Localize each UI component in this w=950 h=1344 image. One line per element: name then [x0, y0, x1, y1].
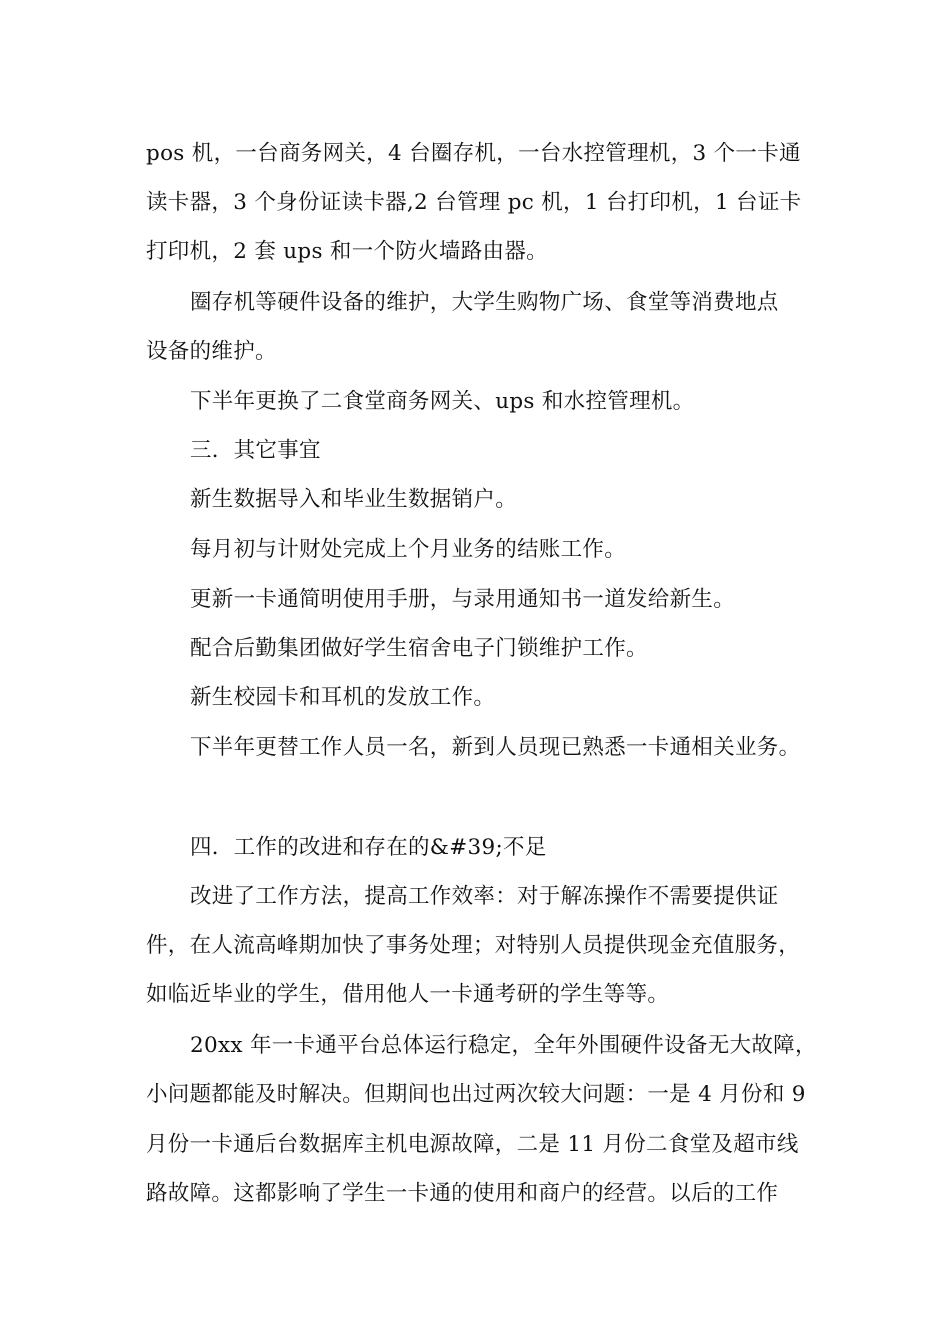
- text-line: 下半年更换了二食堂商务网关、ups 和水控管理机。: [190, 389, 695, 414]
- text-line: 小问题都能及时解决。但期间也出过两次较大问题：一是 4 月份和 9: [146, 1082, 806, 1107]
- text-line: 设备的维护。: [146, 339, 277, 364]
- text-line: 配合后勤集团做好学生宿舍电子门锁维护工作。: [190, 636, 648, 661]
- text-line: 读卡器，3 个身份证读卡器,2 台管理 pc 机，1 台打印机，1 台证卡: [146, 190, 802, 215]
- text-line: 每月初与计财处完成上个月业务的结账工作。: [190, 537, 627, 562]
- text-line: 改进了工作方法，提高工作效率：对于解冻操作不需要提供证: [190, 884, 779, 909]
- text-line: 路故障。这都影响了学生一卡通的使用和商户的经营。以后的工作: [146, 1181, 779, 1206]
- text-line: 如临近毕业的学生，借用他人一卡通考研的学生等等。: [146, 982, 670, 1007]
- text-line: 新生校园卡和耳机的发放工作。: [190, 685, 496, 710]
- text-line: 更新一卡通简明使用手册，与录用通知书一道发给新生。: [190, 587, 736, 612]
- section-heading: 四．工作的改进和存在的&#39;不足: [190, 835, 547, 860]
- section-heading: 三．其它事宜: [190, 438, 321, 463]
- text-line: 月份一卡通后台数据库主机电源故障，二是 11 月份二食堂及超市线: [146, 1132, 799, 1157]
- text-line: 20xx 年一卡通平台总体运行稳定，全年外围硬件设备无大故障，: [190, 1033, 817, 1058]
- text-line: 打印机，2 套 ups 和一个防火墙路由器。: [146, 239, 548, 264]
- text-line: pos 机，一台商务网关，4 台圈存机，一台水控管理机，3 个一卡通: [146, 141, 801, 166]
- text-line: 圈存机等硬件设备的维护，大学生购物广场、食堂等消费地点: [190, 290, 779, 315]
- text-line: 新生数据导入和毕业生数据销户。: [190, 487, 518, 512]
- text-line: 件，在人流高峰期加快了事务处理；对特别人员提供现金充值服务，: [146, 933, 801, 958]
- text-line: 下半年更替工作人员一名，新到人员现已熟悉一卡通相关业务。: [190, 735, 801, 760]
